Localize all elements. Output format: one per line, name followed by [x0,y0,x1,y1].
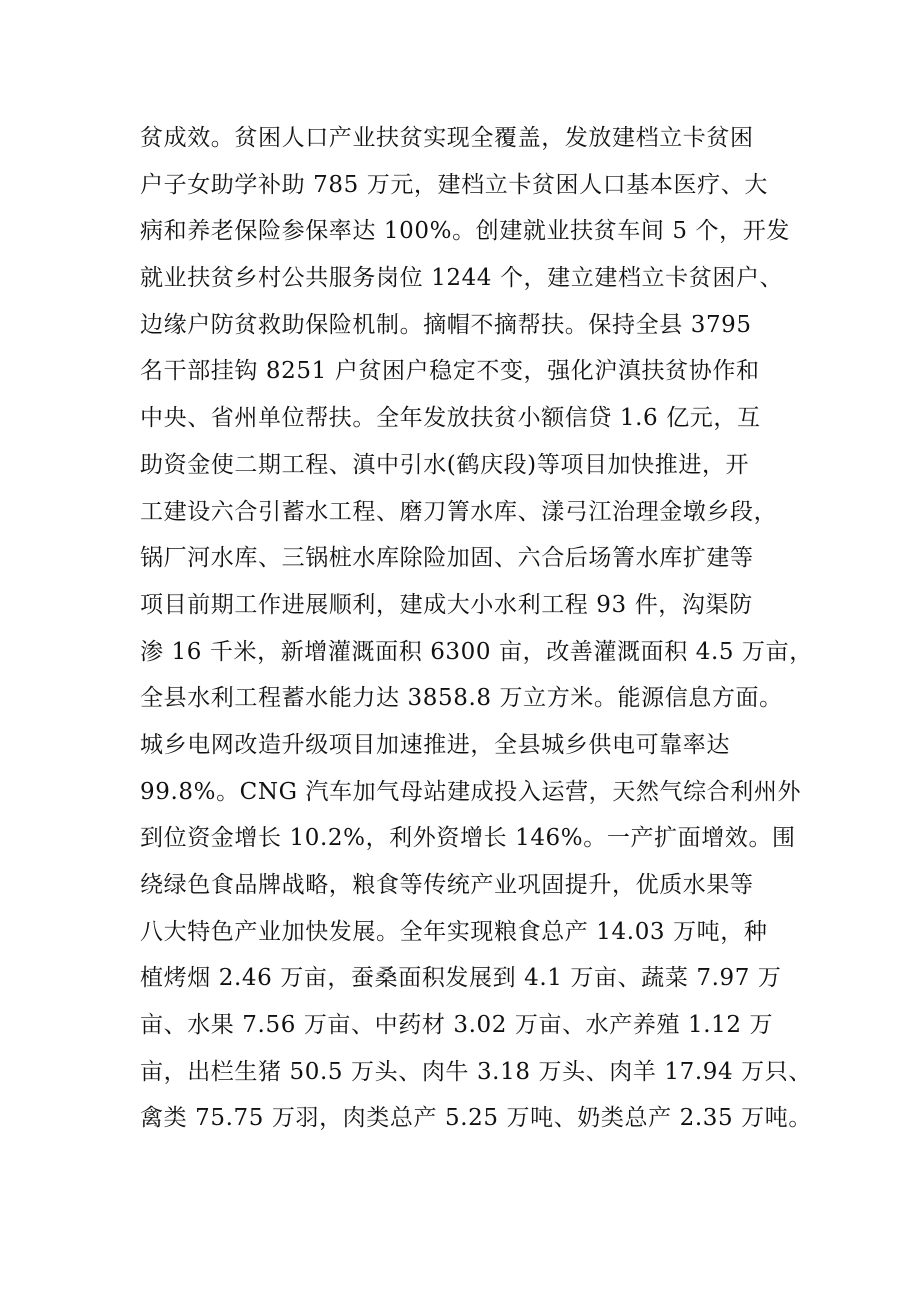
text-line: 亩，出栏生猪 50.5 万头、肉牛 3.18 万头、肉羊 17.94 万只、 [140,1058,812,1085]
text-line: 中央、省州单位帮扶。全年发放扶贫小额信贷 1.6 亿元，互 [140,405,761,432]
text-line: 绕绿色食品牌战略，粮食等传统产业巩固提升，优质水果等 [140,872,754,898]
text-line: 贫成效。贫困人口产业扶贫实现全覆盖，发放建档立卡贫困 [140,125,754,151]
text-line: 户子女助学补助 785 万元，建档立卡贫困人口基本医疗、大 [140,171,768,198]
text-line: 项目前期工作进展顺利，建成大小水利工程 93 件，沟渠防 [140,591,753,618]
text-line: 边缘户防贫救助保险机制。摘帽不摘帮扶。保持全县 3795 [140,311,752,338]
text-line: 锅厂河水库、三锅桩水库除险加固、六合后场箐水库扩建等 [140,545,754,572]
text-line: 渗 16 千米，新增灌溉面积 6300 亩，改善灌溉面积 4.5 万亩， [140,638,813,665]
text-line: 八大特色产业加快发展。全年实现粮食总产 14.03 万吨，种 [140,918,768,945]
text-line: 助资金使二期工程、滇中引水(鹤庆段)等项目加快推进，开 [140,451,750,478]
text-line: 到位资金增长 10.2%，利外资增长 146%。一产扩面增效。围 [140,825,796,852]
text-line: 99.8%。CNG 汽车加气母站建成投入运营，天然气综合利州外 [140,778,802,805]
text-line: 城乡电网改造升级项目加速推进，全县城乡供电可靠率达 [140,731,730,758]
text-line: 禽类 75.75 万羽，肉类总产 5.25 万吨、奶类总产 2.35 万吨。 [140,1105,812,1132]
text-line: 名干部挂钩 8251 户贫困户稳定不变，强化沪滇扶贫协作和 [140,358,760,385]
text-line: 亩、水果 7.56 万亩、中药材 3.02 万亩、水产养殖 1.12 万 [140,1012,774,1039]
text-line: 病和养老保险参保率达 100%。创建就业扶贫车间 5 个，开发 [140,218,790,245]
text-line: 全县水利工程蓄水能力达 3858.8 万立方米。能源信息方面。 [140,685,783,712]
text-line: 工建设六合引蓄水工程、磨刀箐水库、漾弓江治理金墩乡段， [140,498,778,525]
text-line: 植烤烟 2.46 万亩，蚕桑面积发展到 4.1 万亩、蔬菜 7.97 万 [140,965,782,992]
text-line: 就业扶贫乡村公共服务岗位 1244 个，建立建档立卡贫困户、 [140,265,784,292]
body-text [140,115,813,1142]
